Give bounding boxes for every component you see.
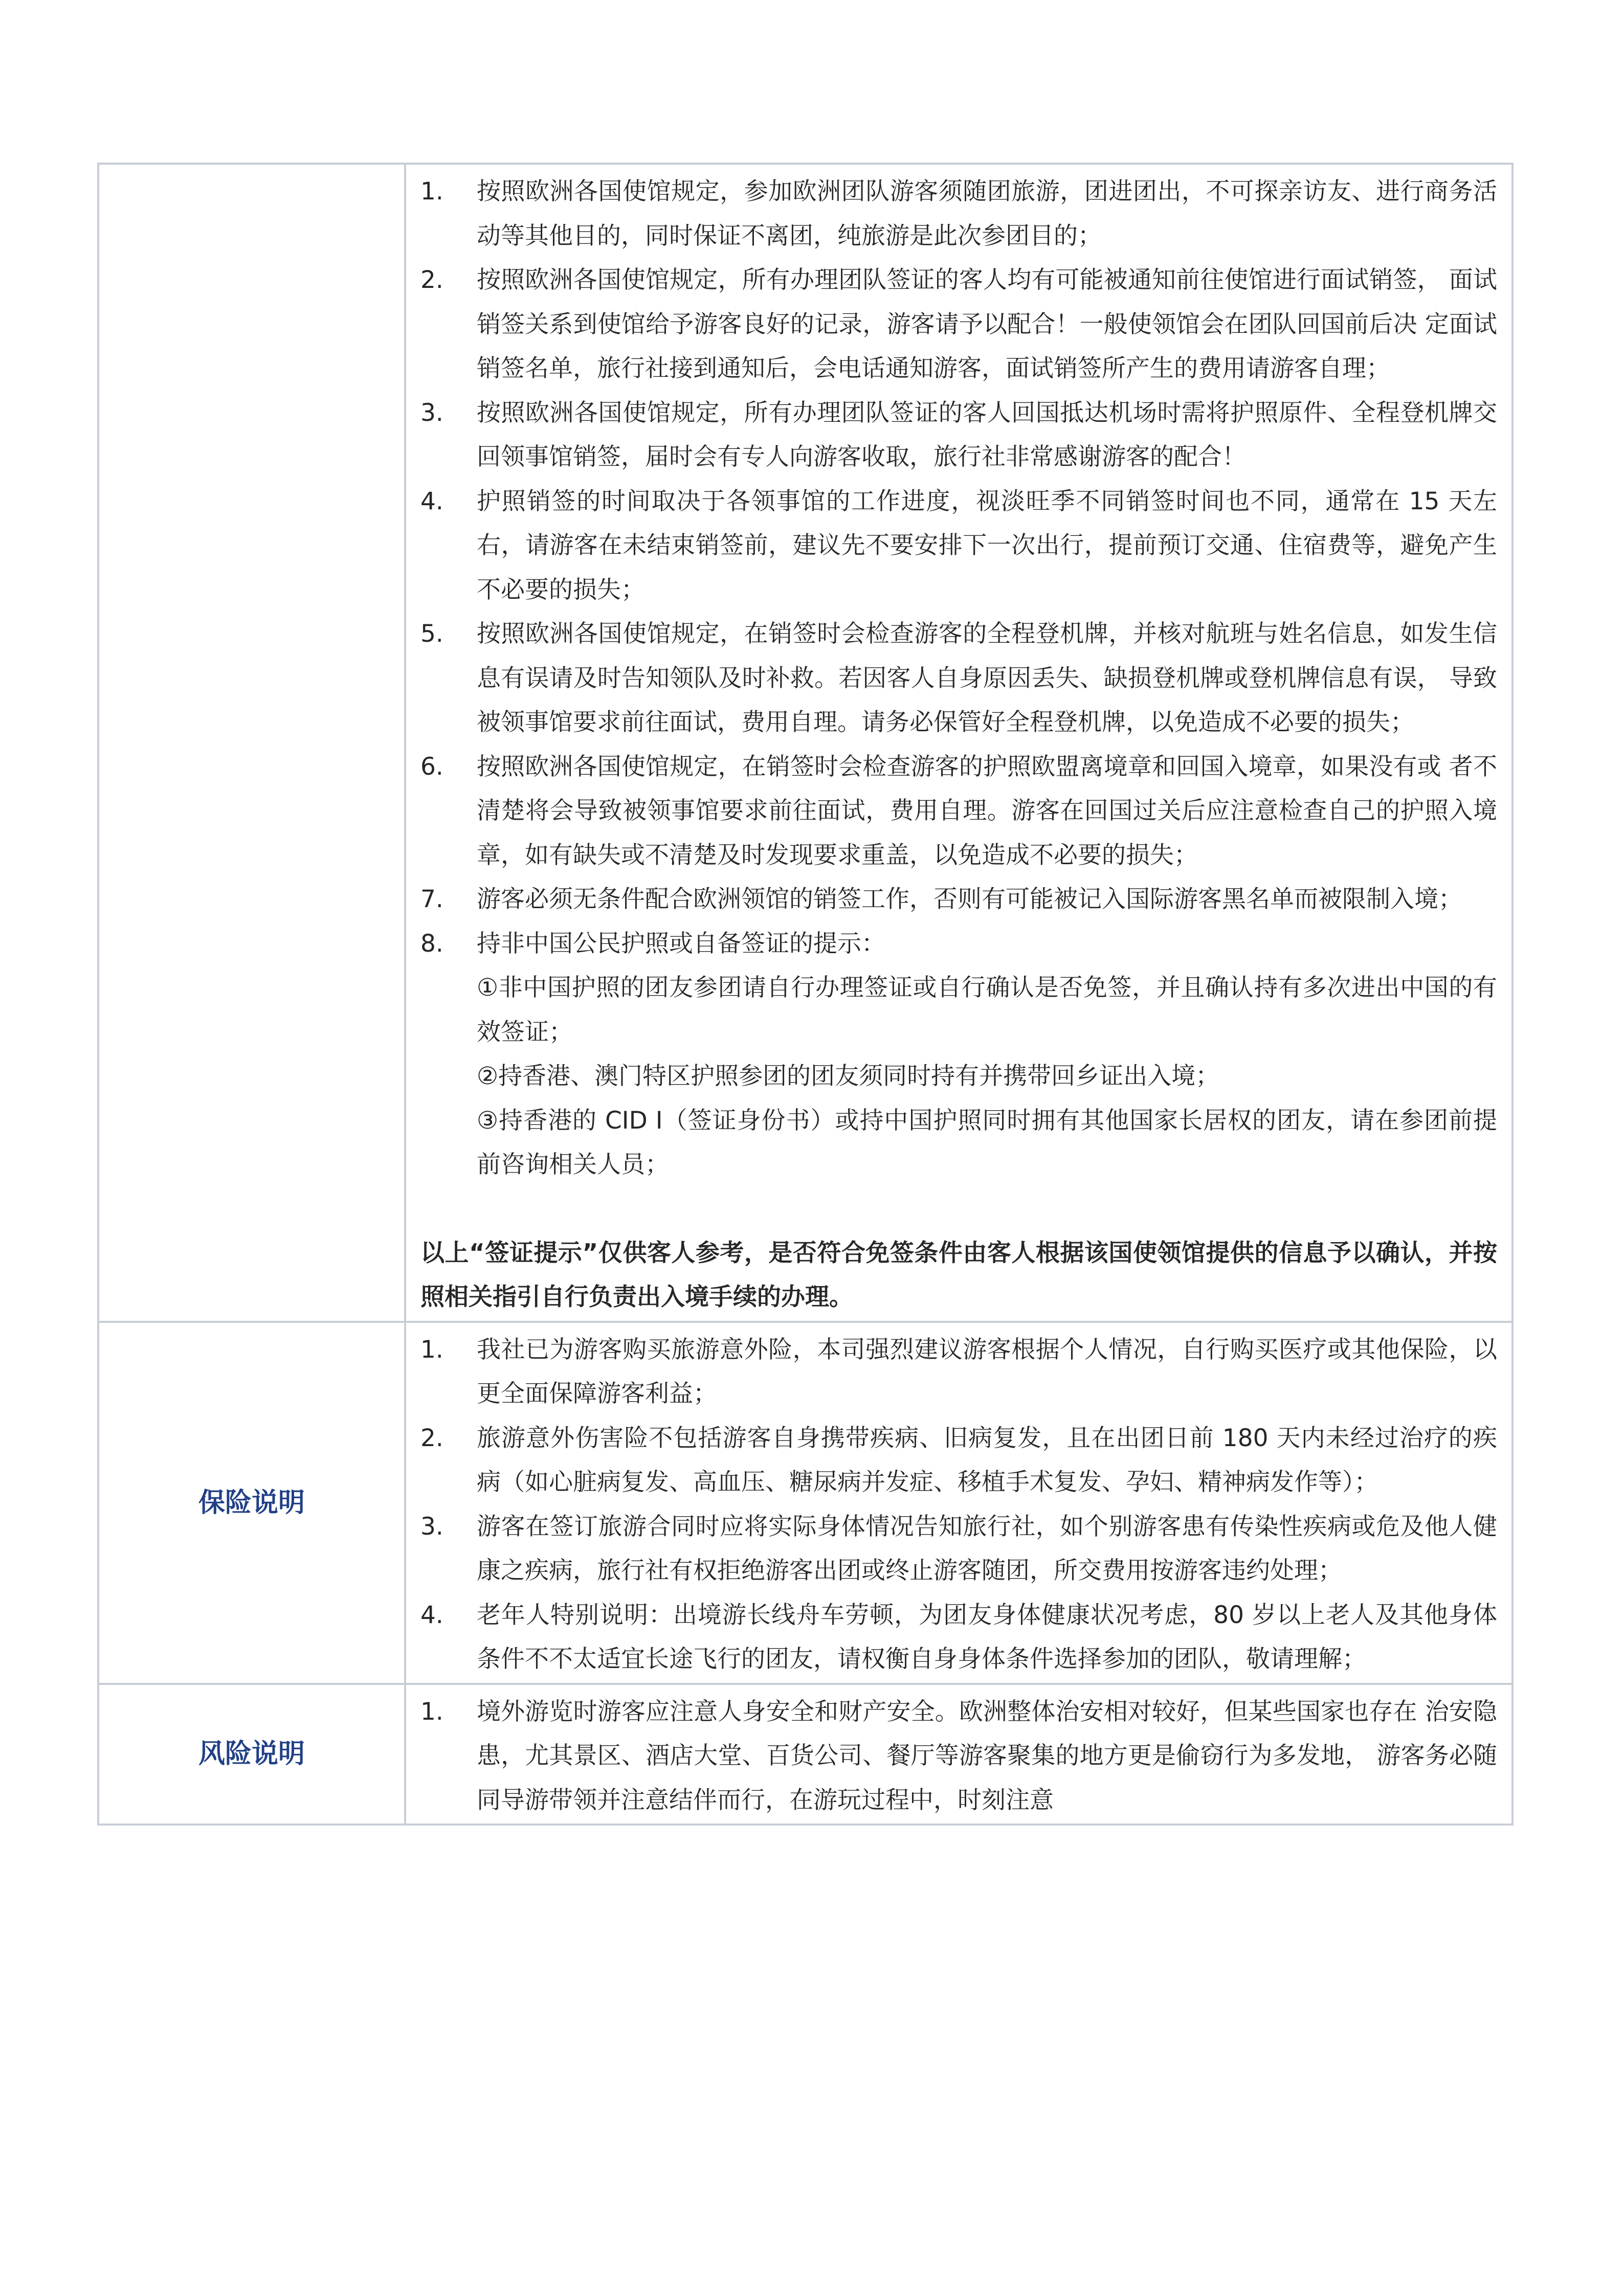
item-number: 2.: [420, 266, 443, 294]
list-item: [420, 1416, 1497, 1505]
item-text: 按照欧洲各国使馆规定，在销签时会检查游客的护照欧盟离境章和回国入境章，如果没有或 者不清楚将会导致被领事馆要求前往面试，费用自理。游客在回国过关后应注意检查自己的护照入境章，如有缺失或不清楚及时发现要求重盖，以免造成不必要的损失；: [477, 752, 1497, 869]
list-item: [420, 1593, 1497, 1682]
item-number: 2.: [420, 1424, 443, 1452]
list-item: [420, 1690, 1497, 1823]
blank-line: [420, 1187, 1497, 1231]
item-text: 旅游意外伤害险不包括游客自身携带疾病、旧病复发，且在出团日前 180 天内未经过治疗的疾病（如心脏病复发、高血压、糖尿病并发症、移植手术复发、孕妇、精神病发作等）；: [477, 1424, 1497, 1496]
list-item: [420, 745, 1497, 878]
item-number: 4.: [420, 1601, 443, 1629]
item-number: 4.: [420, 487, 443, 515]
sub-item: ②持香港、澳门特区护照参团的团友须同时持有并携带回乡证出入境；: [477, 1062, 1220, 1090]
insurance-content-cell: [405, 1322, 1512, 1684]
item-text: 按照欧洲各国使馆规定，在销签时会检查游客的全程登机牌，并核对航班与姓名信息，如发生信息有误请及时告知领队及时补救。若因客人自身原因丢失、缺损登机牌或登机牌信息有误， 导致被领事馆要求前往面试，费用自理。请务必保管好全程登机牌，以免造成不必要的损失；: [477, 620, 1497, 736]
list-item: [420, 480, 1497, 613]
item-number: 1.: [420, 1335, 443, 1364]
list-item: [420, 877, 1497, 922]
visa-content-cell: [405, 164, 1512, 1322]
visa-disclaimer: 以上“签证提示”仅供客人参考，是否符合免签条件由客人根据该国使领馆提供的信息予以确认，并按照相关指引自行负责出入境手续的办理。: [420, 1239, 1497, 1311]
item-number: 5.: [420, 620, 443, 648]
item-text: 按照欧洲各国使馆规定，参加欧洲团队游客须随团旅游，团进团出，不可探亲访友、进行商务活动等其他目的，同时保证不离团，纯旅游是此次参团目的；: [477, 177, 1497, 250]
item-text: 按照欧洲各国使馆规定，所有办理团队签证的客人均有可能被通知前往使馆进行面试销签， 面试销签关系到使馆给予游客良好的记录，游客请予以配合！一般使领馆会在团队回国前后决 定面试销签名单，旅行社接到通知后，会电话通知游客，面试销签所产生的费用请游客自理；: [477, 266, 1497, 382]
item-number: 1.: [420, 177, 443, 206]
item-number: 8.: [420, 929, 443, 958]
sub-item: ③持香港的 CID I（签证身份书）或持中国护照同时拥有其他国家长居权的团友，请在参团前提前咨询相关人员；: [477, 1106, 1497, 1179]
item-text: 我社已为游客购买旅游意外险，本司强烈建议游客根据个人情况，自行购买医疗或其他保险，以更全面保障游客利益；: [477, 1335, 1497, 1408]
list-item: [420, 922, 1497, 1187]
risk-row: [98, 1684, 1512, 1825]
insurance-label-cell: [98, 1322, 405, 1684]
risk-label: 风险说明: [198, 1739, 305, 1770]
list-item: [420, 1328, 1497, 1416]
list-item: [420, 1505, 1497, 1593]
visa-label-cell: [98, 164, 405, 1322]
list-item: [420, 612, 1497, 745]
item-text: 游客在签订旅游合同时应将实际身体情况告知旅行社，如个别游客患有传染性疾病或危及他人健康之疾病，旅行社有权拒绝游客出团或终止游客随团，所交费用按游客违约处理；: [477, 1512, 1497, 1585]
risk-label-cell: [98, 1684, 405, 1825]
list-item: [420, 170, 1497, 258]
visa-row: [98, 164, 1512, 1322]
item-text: 老年人特别说明：出境游长线舟车劳顿，为团友身体健康状况考虑，80 岁以上老人及其他身体条件不不太适宜长途飞行的团友，请权衡自身身体条件选择参加的团队，敬请理解；: [477, 1601, 1497, 1673]
risk-content-cell: [405, 1684, 1512, 1825]
item-text: 游客必须无条件配合欧洲领馆的销签工作，否则有可能被记入国际游客黑名单而被限制入境；: [477, 885, 1462, 913]
item-heading: 持非中国公民护照或自备签证的提示：: [477, 929, 885, 958]
item-number: 3.: [420, 1512, 443, 1541]
item-text: 护照销签的时间取决于各领事馆的工作进度，视淡旺季不同销签时间也不同，通常在 15 天左右，请游客在未结束销签前，建议先不要安排下一次出行，提前预订交通、住宿费等，避免产生不必要的损失；: [477, 487, 1497, 604]
insurance-label: 保险说明: [198, 1487, 305, 1518]
insurance-row: [98, 1322, 1512, 1684]
list-item: [420, 391, 1497, 480]
item-text: 按照欧洲各国使馆规定，所有办理团队签证的客人回国抵达机场时需将护照原件、全程登机牌交回领事馆销签，届时会有专人向游客收取，旅行社非常感谢游客的配合！: [477, 398, 1497, 471]
list-item: [420, 258, 1497, 391]
item-number: 6.: [420, 752, 443, 781]
item-number: 3.: [420, 398, 443, 427]
item-number: 7.: [420, 885, 443, 913]
sub-item: ①非中国护照的团友参团请自行办理签证或自行确认是否免签，并且确认持有多次进出中国的有效签证；: [477, 974, 1497, 1046]
info-table: [97, 163, 1514, 1826]
item-number: 1.: [420, 1697, 443, 1726]
item-text: [477, 922, 1497, 1187]
item-text: 境外游览时游客应注意人身安全和财产安全。欧洲整体治安相对较好，但某些国家也存在 治安隐患，尤其景区、酒店大堂、百货公司、餐厅等游客聚集的地方更是偷窃行为多发地， 游客务必随同导游带领并注意结伴而行，在游玩过程中，时刻注意: [477, 1697, 1497, 1814]
